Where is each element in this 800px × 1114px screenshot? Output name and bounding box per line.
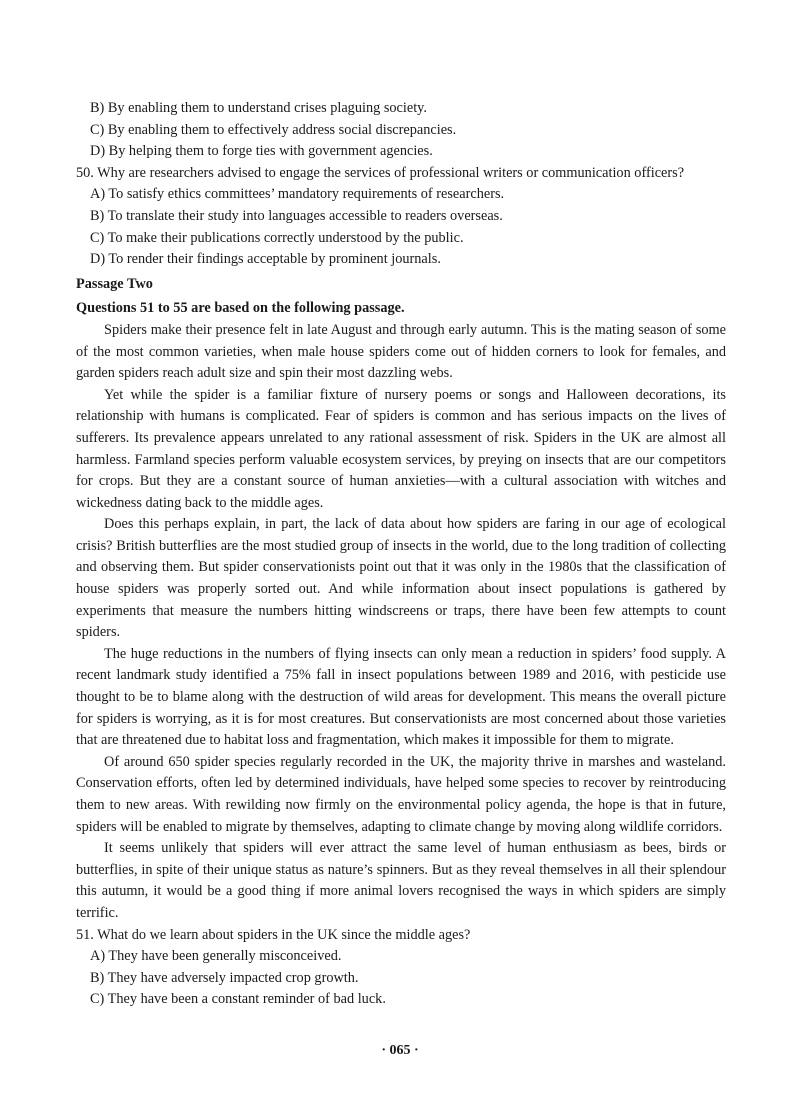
q50-option-b: B) To translate their study into languages accessible to readers overseas. [90, 207, 503, 224]
q51-option-a: A) They have been generally misconceived. [90, 948, 342, 965]
document-page [76, 98, 726, 1011]
q51-question: 51. What do we learn about spiders in the UK since the middle ages? [76, 926, 471, 943]
q50-question: 50. Why are researchers advised to engage the services of professional writers or communication officers? [76, 164, 685, 181]
q51-option-b: B) They have adversely impacted crop growth. [90, 969, 359, 986]
passage-instruction: Questions 51 to 55 are based on the following passage. [76, 300, 405, 317]
passage-paragraph-6: It seems unlikely that spiders will ever attract the same level of human enthusiasm as bees, birds or butterflies, in spite of their unique status as nature’s spinners. But as they reveal themselves in all their splendour this autumn, it would be a good thing if more animal lovers recognised the ways in which spiders are simply terrific. [76, 840, 726, 921]
q50-option-a: A) To satisfy ethics committees’ mandatory requirements of researchers. [90, 186, 505, 203]
passage-paragraph-5: Of around 650 spider species regularly recorded in the UK, the majority thrive in marshes and wasteland. Conservation efforts, often led by determined individuals, have helped some species to recover by reintroducing them to new areas. With rewilding now firmly on the environmental policy agenda, the hope is that in future, spiders will be enabled to migrate by themselves, adapting to climate change by moving along wildlife corridors. [76, 753, 726, 835]
q49-option-c: C) By enabling them to effectively address social discrepancies. [90, 121, 457, 138]
q50-option-c: C) To make their publications correctly understood by the public. [90, 229, 464, 246]
q49-option-b: B) By enabling them to understand crises plaguing society. [90, 100, 427, 116]
passage-paragraph-3: Does this perhaps explain, in part, the lack of data about how spiders are faring in our age of ecological crisis? British butterflies are the most studied group of insects in the world, due to the long tradition of collecting and observing them. But spider conservationists point out that it was only in the 1980s that the classification of house spiders was properly sorted out. And while information about insect populations is gathered by experiments that measure the numbers hitting windscreens or traps, there have been few attempts to count spiders. [76, 516, 726, 641]
passage-paragraph-4: The huge reductions in the numbers of flying insects can only mean a reduction in spiders’ food supply. A recent landmark study identified a 75% fall in insect populations between 1989 and 2016, with pesticide use thought to be to blame along with the destruction of wild areas for development. This means the overall picture for spiders is worrying, as it is for most creatures. But conservationists are most concerned about those varieties that are threatened due to habitat loss and fragmentation, which makes it impossible for them to migrate. [76, 645, 726, 749]
passage-title: Passage Two [76, 275, 153, 292]
q50-option-d: D) To render their findings acceptable by prominent journals. [90, 251, 441, 268]
page-number: · 065 · [381, 1043, 419, 1058]
q49-option-d: D) By helping them to forge ties with government agencies. [90, 143, 433, 160]
passage-paragraph-1: Spiders make their presence felt in late August and through early autumn. This is the mating season of some of the most common varieties, when male house spiders come out of hidden corners to look for females, and garden spiders reach adult size and spin their most dazzling webs. [76, 321, 726, 382]
q51-option-c: C) They have been a constant reminder of bad luck. [90, 991, 386, 1008]
passage-paragraph-2: Yet while the spider is a familiar fixture of nursery poems or songs and Halloween decorations, its relationship with humans is complicated. Fear of spiders is common and has serious impacts on the lives of sufferers. Its prevalence appears unrelated to any rational assessment of risk. Spiders in the UK are almost all harmless. Farmland species perform valuable ecosystem services, by preying on insects that are our competitors for crops. But they are a constant source of human anxieties—with a cultural association with witches and wickedness dating back to the middle ages. [76, 386, 726, 511]
